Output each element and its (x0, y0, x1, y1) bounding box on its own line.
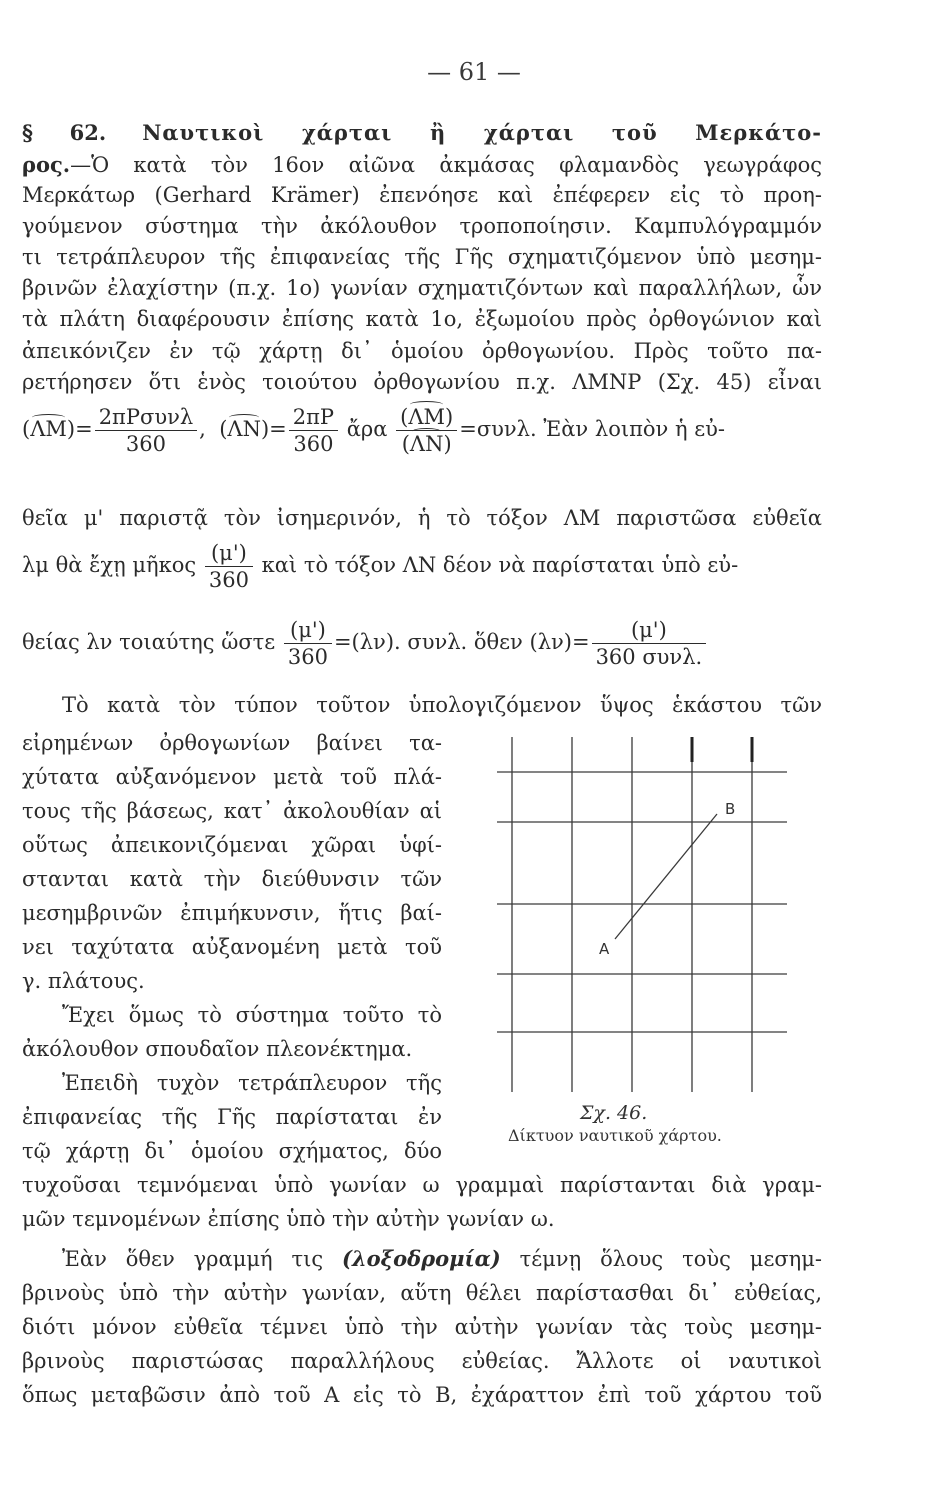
fraction-numerator: 2πΡ (289, 404, 338, 431)
fraction-numerator: (μ') (592, 617, 707, 644)
formula-ara: ἄρα (346, 417, 388, 441)
para4-line: τυχοῦσαι τεμνόμεναι ὑπὸ γωνίαν ω γραμμαὶ παρίστανται διὰ γραμ- (22, 1173, 822, 1197)
section-title-end: ρος. (22, 152, 71, 177)
formula-tail: =συνλ. Ἐὰν λοιπὸν ἡ εὐ- (459, 417, 725, 441)
section-intro: —Ὁ κατὰ τὸν 16ον αἰῶνα ἀκμάσας φλαμανδὸς γεωγράφος (70, 153, 822, 177)
para5-line: ὅπως μεταβῶσιν ἀπὸ τοῦ Α εἰς τὸ Β, ἐχάραττον ἐπὶ τοῦ χάρτου τοῦ (22, 1383, 822, 1407)
formula2-pre: λμ θὰ ἔχῃ μῆκος (22, 553, 197, 577)
para2-line: χύτατα αὐξανόμενον μετὰ τοῦ πλά- (22, 765, 442, 789)
fraction-mu-360 (205, 540, 253, 593)
formula-length-lm (22, 540, 738, 593)
para3-line: Ἔχει ὅμως τὸ σύστημα τοῦτο τὸ (62, 1003, 442, 1027)
para1-line: τὰ πλάτη διαφέρουσιν ἐπίσης κατὰ 1ο, ἐξωμοίου πρὸς ὀρθογώνιον καὶ (22, 307, 822, 331)
fraction-mu-360 (284, 617, 332, 670)
fraction-ratio (396, 404, 457, 457)
para5-line: βρινοὺς ὑπὸ τὴν αὐτὴν γωνίαν, αὕτη θέλει παρίστασθαι δι᾽ εὐθείας, (22, 1281, 822, 1305)
fraction-denominator: 360 (125, 432, 166, 456)
formula3-pre: θείας λν τοιαύτης ὥστε (22, 630, 276, 654)
figure-subcaption: Δίκτυον ναυτικοῦ χάρτου. (508, 1126, 722, 1145)
para5-first-line (62, 1244, 822, 1274)
formula-eq: = (75, 417, 93, 441)
fraction-denominator: 360 (293, 432, 334, 456)
section-intro-line (22, 150, 822, 180)
para5-line: διότι μόνον εὐθεῖα τέμνει ὑπὸ τὴν αὐτὴν γωνίαν τὰς τοὺς μεσημ- (22, 1315, 822, 1339)
para2-line: στανται κατὰ τὴν διεύθυνσιν τῶν (22, 867, 442, 891)
section-heading (22, 118, 822, 148)
formula3-mid: =(λν). συνλ. ὅθεν (λν)= (333, 630, 590, 654)
fraction-mu-360-cos (592, 617, 707, 670)
term-loxodromia: (λοξοδρομία) (342, 1246, 501, 1271)
fraction-numerator: (μ') (284, 617, 332, 644)
fraction-denominator: 360 (208, 568, 249, 592)
para1-line: βρινῶν ἐλαχίστην (π.χ. 1ο) γωνίαν σχηματιζόντων καὶ παραλλήλων, ὧν (22, 276, 822, 300)
para2-line: μεσημβρινῶν ἐπιμήκυνσιν, ἥτις βαί- (22, 901, 442, 925)
point-a-label: A (599, 940, 610, 958)
arc-lm: ΛΜ (30, 417, 67, 441)
para5-end: τέμνῃ ὅλους τοὺς μεσημ- (500, 1247, 822, 1271)
point-b-label: B (725, 800, 736, 818)
para4-line: μῶν τεμνομένων ἐπίσης ὑπὸ τὴν αὐτὴν γωνίαν ω. (22, 1207, 555, 1231)
para2-first-line: Τὸ κατὰ τὸν τύπον τοῦτον ὑπολογιζόμενον ὕψος ἑκάστου τῶν (62, 693, 822, 717)
section-mark: § 62. (22, 120, 107, 145)
formula-arc-ratio: (ΛΜ)= $\frac{\text{2πΡσυνλ}}{360}$ , (ΛΝ)= $\frac{2\pi P}{360}$ ἄρα $\frac{(\Lambda M)}{(\Lambda N)}$ =συνλ. Ἐὰν λοιπὸν ἡ εὐ- (22, 405, 725, 456)
para3-line: ἀκόλουθον σπουδαῖον πλεονέκτημα. (22, 1037, 413, 1061)
fraction-denominator: 360 (287, 645, 328, 669)
para2-line: εἰρημένων ὀρθογωνίων βαίνει τα- (22, 731, 442, 755)
fraction-numerator: 2πΡσυνλ (95, 404, 197, 431)
formula-length-ln (22, 617, 708, 670)
para1-line: γούμενον σύστημα τὴν ἀκόλουθον τροποποίησιν. Καμπυλόγραμμόν (22, 214, 822, 238)
para2-line: οὕτως ἀπεικονιζόμεναι χῶραι ὑφί- (22, 833, 442, 857)
arc-lm-ratio: ΛΜ (408, 405, 446, 429)
section-title: Ναυτικοὶ χάρται ἢ χάρται τοῦ Μερκάτο- (142, 120, 823, 145)
para2-line: γ. πλάτους. (22, 969, 145, 993)
para1-line: τι τετράπλευρον τῆς ἐπιφανείας τῆς Γῆς σχηματιζόμενον ὑπὸ μεσημ- (22, 245, 822, 269)
fraction-lm (95, 404, 197, 457)
para4-line: ἐπιφανείας τῆς Γῆς παρίσταται ἐν (22, 1105, 442, 1129)
para4-line: Ἐπειδὴ τυχὸν τετράπλευρον τῆς (62, 1071, 442, 1095)
fraction-ln (289, 404, 338, 457)
figure-caption: Σχ. 46. (580, 1102, 648, 1124)
arc-ln: ΛΝ (227, 417, 261, 441)
para4-line: τῷ χάρτῃ δι᾽ ὁμοίου σχήματος, δύο (22, 1139, 442, 1163)
para2-line: νει ταχύτατα αὐξανομένη μετὰ τοῦ (22, 935, 442, 959)
para5-line: βρινοὺς παριστώσας παραλλήλους εὐθείας. Ἄλλοτε οἱ ναυτικοὶ (22, 1349, 822, 1373)
arc-ln-ratio: ΛΝ (409, 432, 444, 456)
para1-line: ρετήρησεν ὅτι ἑνὸς τοιούτου ὀρθογωνίου π.χ. ΛΜΝΡ (Σχ. 45) εἶναι (22, 370, 822, 394)
para1-line: Μερκάτωρ (Gerhard Krämer) ἐπενόησε καὶ ἐπέφερεν εἰς τὸ προη- (22, 183, 822, 207)
page-number: — 61 — (427, 58, 521, 86)
formula-comma: , (199, 417, 206, 441)
fraction-numerator: (μ') (205, 540, 253, 567)
mercator-grid-figure (497, 732, 797, 1102)
para2-line: τους τῆς βάσεως, κατ᾽ ἀκολουθίαν αἱ (22, 799, 442, 823)
text-line-equator: θεῖα μ' παριστᾷ τὸν ἰσημερινόν, ἡ τὸ τόξον ΛΜ παριστῶσα εὐθεῖα (22, 506, 822, 530)
ratio-numerator: (ΛΜ) (396, 404, 457, 431)
formula2-post: καὶ τὸ τόξον ΛΝ δέον νὰ παρίσταται ὑπὸ εὐ- (261, 553, 739, 577)
fraction-denominator: 360 συνλ. (595, 645, 703, 669)
ratio-denominator: (ΛΝ) (401, 432, 452, 456)
rhumb-line (615, 814, 717, 939)
para1-line: ἀπεικόνιζεν ἐν τῷ χάρτῃ δι᾽ ὁμοίου ὀρθογωνίου. Πρὸς τοῦτο πα- (22, 339, 822, 363)
para5-start: Ἐὰν ὅθεν γραμμή τις (62, 1247, 343, 1271)
